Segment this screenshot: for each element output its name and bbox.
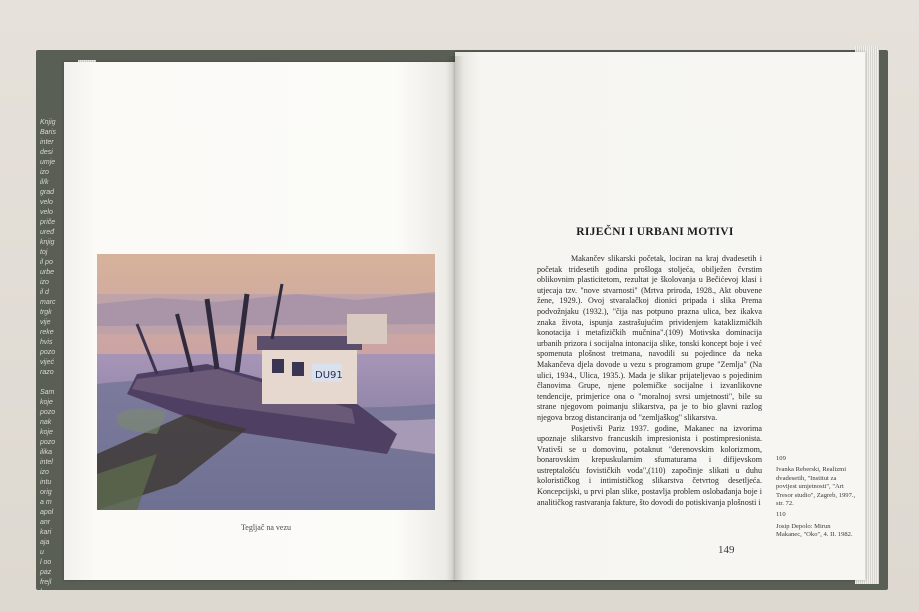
book-gutter [446, 56, 464, 582]
paragraph-2: Posjetivši Pariz 1937. godine, Makanec na izvorima upoznaje slikarstvo francuskih impresionista i postimpresionista. Vrativši se u domovinu, potaknut "derenovskim kolorizmom, bonarovskim krepuskularnim sfumaturama i difijevskom ustreptalošću fovističkih voda",(110) započinje slikati u duhu kolorističkog i intimističkog slikarstva četvrtog desetljeća. Koncepcijski, u prvi plan slike, postavlja problem oslobađanja boje i analitičkog rastvaranja fakture, što dovodi do potiskivanja plošnosti i [537, 423, 762, 507]
svg-text:DU91: DU91 [315, 370, 343, 381]
painting-caption: Tegljač na vezu [240, 523, 292, 532]
footnote-110-number: 110 [776, 511, 786, 519]
page-number: 149 [718, 544, 735, 556]
footnote-110-text: Josip Depolo: Mirun Makanec, "Oko", 4. II. 1982. [776, 522, 853, 539]
paragraph-1: Makančev slikarski početak, lociran na kraj dvadesetih i početak tridesetih godina prošloga stoljeća, obilježen čvrstim oblikovnim plasticitetom, rezultat je školovanja u Bečićevoj klasi i utjecaja tzv. "nove stvarnosti" (Mrtva priroda, 1928., Akt obuvene žene, 1929.). Ovoj stvaralačkoj dionici pripada i slika Prema podvožnjaku (1932.), "čija nas potpuno prazna ulica, bez ikakva znaka života, ispunja zastrašujućim prividenjem kataklizmičkih konotacija i metafizičkih mučnina".(109) Motivska dominacija urbanih prizora i socijalna intonacija slike, tonski koncept boje i već spomenuta plošnost tretmana, navodili su pojedince da neka Makančeva djela dovode u vezu s programom grupe "Zemlja" (Na ulici, 1934., Ulica, 1935.). Mada je slikar prijateljevao s pojedinim članovima Grupe, njene polemičke socijalne i izvanlikovne tendencije, primjerice ona o "moralnoj svrsi umjetnosti", bile su strane njegovom poimanju slikarstva, pa je to bio glavni razlog njegova brzog distanciranja od "zemljaškog" slikarstva. [537, 254, 762, 422]
painting-image [97, 254, 435, 510]
body-text [537, 254, 762, 508]
footnotes [776, 455, 856, 543]
chapter-title: RIJEČNI I URBANI MOTIVI [576, 226, 734, 238]
footnote-109-text: Ivanka Reberski, Realizmi dvadesetih, "Institut za povijest umjetnosti", "Art Tresor studio", Zagreb, 1997., str. 72. [776, 466, 856, 508]
cover-spine-text: Knjig Baris inter desi umje izo il/k grad velo velo priče uređ knjig toj il po urbe izo il d marc trgk vije reke hvis pozo vijeć razo Sam koje pozo nak koje pozo ilika intel izo intu orig a m apol anr kari aja u l oo paz frejl lu n [40, 119, 56, 596]
painting-svg [97, 254, 435, 510]
footnote-109-number: 109 [776, 455, 786, 462]
